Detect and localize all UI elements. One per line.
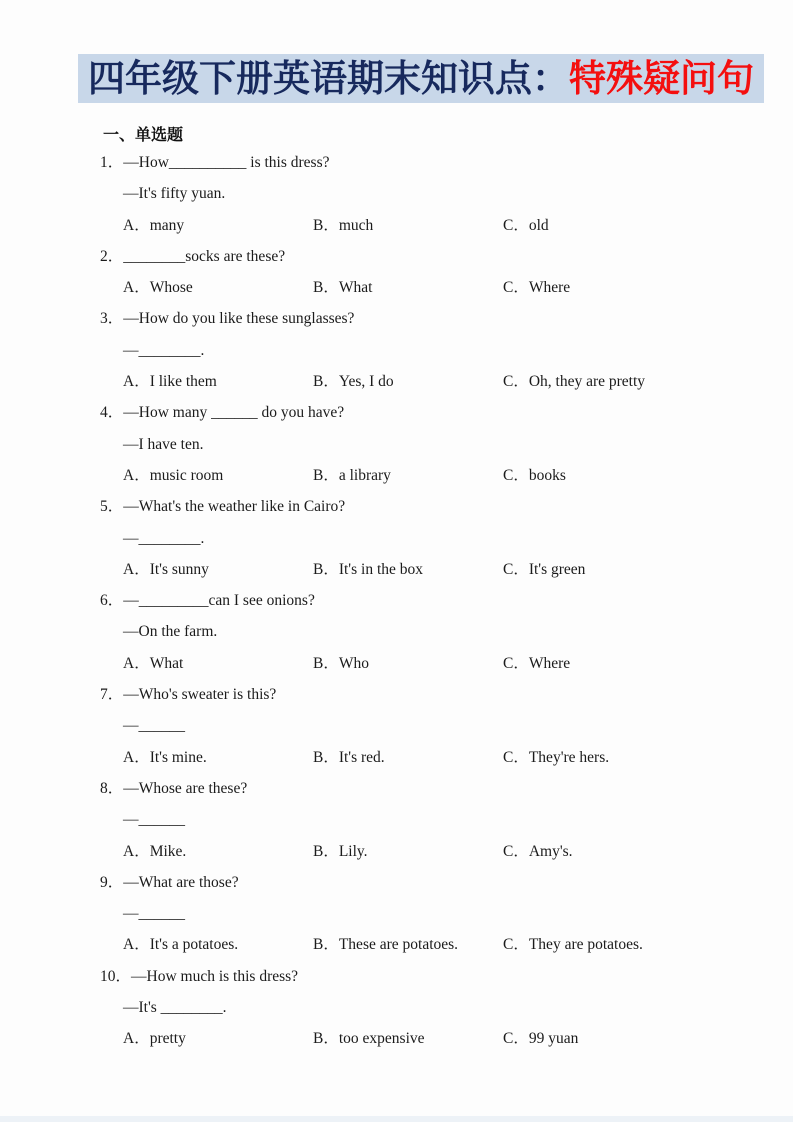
options-row: [0, 460, 793, 491]
option-c-label: C．: [503, 216, 529, 234]
option-a: [123, 554, 209, 585]
option-b-label: B．: [313, 936, 339, 954]
option-b-label: B．: [313, 560, 339, 578]
option-a: [123, 836, 186, 867]
option-c-label: C．: [503, 1030, 529, 1048]
options-row: [0, 648, 793, 679]
option-a-label: A．: [123, 373, 150, 391]
option-c: [503, 554, 585, 585]
question-text: —What are those?: [123, 873, 239, 891]
option-b: [313, 460, 391, 491]
option-a-text: I like them: [149, 373, 217, 391]
option-b-text: Lily.: [338, 842, 368, 860]
question-line: [0, 241, 793, 272]
option-b: [313, 742, 385, 773]
option-b: [313, 836, 368, 867]
option-b-text: These are potatoes.: [338, 936, 459, 954]
option-c-text: Where: [528, 279, 571, 297]
title-banner: [78, 54, 764, 103]
option-a-label: A．: [123, 1030, 150, 1048]
option-c: [503, 272, 570, 303]
question-text: —Who's sweater is this?: [123, 686, 277, 704]
option-a-text: Mike.: [149, 842, 187, 860]
option-a: [123, 460, 223, 491]
question-number: 9．: [100, 873, 124, 891]
option-a-label: A．: [123, 654, 150, 672]
option-b: [313, 366, 394, 397]
option-c-text: old: [528, 216, 549, 234]
option-b: [313, 272, 372, 303]
option-c-text: They are potatoes.: [528, 936, 643, 954]
option-c-label: C．: [503, 373, 529, 391]
question-block: [0, 241, 793, 304]
question-line: [0, 397, 793, 428]
question-text: —What's the weather like in Cairo?: [123, 498, 346, 516]
option-a-text: many: [149, 216, 185, 234]
option-a: [123, 272, 193, 303]
question-block: [0, 491, 793, 585]
option-c-text: books: [528, 466, 566, 484]
option-c-text: Amy's.: [528, 842, 573, 860]
options-row: [0, 836, 793, 867]
option-a-text: pretty: [149, 1030, 186, 1048]
option-c: [503, 836, 573, 867]
option-a-label: A．: [123, 216, 150, 234]
question-number: 8．: [100, 779, 124, 797]
option-c-label: C．: [503, 466, 529, 484]
option-a-label: A．: [123, 466, 150, 484]
option-a: [123, 742, 207, 773]
option-b-text: It's in the box: [338, 560, 424, 578]
option-b-text: too expensive: [338, 1030, 425, 1048]
option-c: [503, 1023, 578, 1054]
question-number: 4．: [100, 404, 124, 422]
option-a-label: A．: [123, 748, 150, 766]
answer-line: —______: [123, 717, 185, 735]
option-b: [313, 648, 369, 679]
option-c-label: C．: [503, 654, 529, 672]
question-block: [0, 961, 793, 1055]
question-block: [0, 773, 793, 867]
answer-line: —______: [123, 905, 185, 923]
option-b-label: B．: [313, 842, 339, 860]
question-block: [0, 585, 793, 679]
option-a-text: Whose: [149, 279, 193, 297]
option-c-text: It's green: [528, 560, 586, 578]
option-b-label: B．: [313, 466, 339, 484]
option-c: [503, 460, 566, 491]
option-b-text: Who: [338, 654, 369, 672]
question-number: 5．: [100, 498, 124, 516]
question-number: 2．: [100, 247, 124, 265]
question-block: [0, 679, 793, 773]
question-text: —How do you like these sunglasses?: [123, 310, 355, 328]
question-list: [0, 147, 793, 1055]
question-line: [0, 961, 793, 992]
option-c-text: 99 yuan: [528, 1030, 579, 1048]
option-c: [503, 929, 643, 960]
option-c-text: Where: [528, 654, 571, 672]
question-block: [0, 147, 793, 241]
option-c-text: Oh, they are pretty: [528, 373, 646, 391]
option-a-text: music room: [149, 466, 224, 484]
options-row: [0, 366, 793, 397]
question-block: [0, 397, 793, 491]
option-b-text: It's red.: [338, 748, 385, 766]
question-line: [0, 679, 793, 710]
question-text: —How__________ is this dress?: [123, 154, 330, 171]
options-row: [0, 1023, 793, 1054]
option-b: [313, 929, 458, 960]
answer-line: —________.: [123, 529, 205, 547]
option-a-text: What: [149, 654, 184, 672]
option-c-label: C．: [503, 748, 529, 766]
option-a-label: A．: [123, 936, 150, 954]
question-block: [0, 867, 793, 961]
option-c: [503, 366, 645, 397]
option-a: [123, 1023, 186, 1054]
option-b-label: B．: [313, 216, 339, 234]
option-c-label: C．: [503, 842, 529, 860]
question-text: —How many ______ do you have?: [123, 404, 345, 422]
option-a-text: It's a potatoes.: [149, 936, 239, 954]
option-c: [503, 210, 549, 241]
option-b-label: B．: [313, 279, 339, 297]
question-line: [0, 147, 793, 178]
question-text: —How much is this dress?: [131, 967, 299, 985]
options-row: [0, 210, 793, 241]
answer-line: —________.: [123, 341, 205, 359]
option-b-text: Yes, I do: [338, 373, 394, 391]
question-line: [0, 491, 793, 522]
title-highlight: 特殊疑问句: [569, 58, 754, 99]
option-a-label: A．: [123, 842, 150, 860]
question-number: 7．: [100, 686, 124, 704]
answer-line: —On the farm.: [123, 623, 218, 641]
option-a: [123, 929, 238, 960]
options-row: [0, 929, 793, 960]
option-c-text: They're hers.: [528, 748, 610, 766]
question-number: 6．: [100, 592, 124, 610]
question-text: —_________can I see onions?: [123, 592, 315, 610]
answer-line: —It's fifty yuan.: [123, 185, 226, 203]
option-b: [313, 210, 373, 241]
section-heading: 一、单选题: [103, 127, 184, 144]
question-line: [0, 303, 793, 334]
option-b-label: B．: [313, 373, 339, 391]
option-b-text: much: [338, 216, 374, 234]
bottom-strip: [0, 1116, 793, 1122]
answer-line: —It's ________.: [123, 999, 227, 1017]
option-b-label: B．: [313, 654, 339, 672]
option-b-label: B．: [313, 1030, 339, 1048]
question-number: 10．: [100, 967, 132, 985]
options-row: [0, 272, 793, 303]
option-a: [123, 210, 184, 241]
question-block: [0, 303, 793, 397]
option-c: [503, 648, 570, 679]
option-a-text: It's sunny: [149, 560, 209, 578]
option-c: [503, 742, 609, 773]
option-a: [123, 366, 217, 397]
option-c-label: C．: [503, 279, 529, 297]
title-text: 四年级下册英语期末知识点：: [88, 58, 569, 99]
answer-line: —______: [123, 811, 185, 829]
option-b-text: What: [338, 279, 373, 297]
option-c-label: C．: [503, 936, 529, 954]
question-number: 1．: [100, 154, 124, 171]
question-text: ________socks are these?: [123, 247, 286, 265]
question-line: [0, 773, 793, 804]
option-a-text: It's mine.: [149, 748, 207, 766]
option-a-label: A．: [123, 560, 150, 578]
question-text: —Whose are these?: [123, 779, 248, 797]
question-line: [0, 585, 793, 616]
option-a: [123, 648, 183, 679]
option-b-text: a library: [338, 466, 391, 484]
option-b-label: B．: [313, 748, 339, 766]
option-a-label: A．: [123, 279, 150, 297]
option-c-label: C．: [503, 560, 529, 578]
option-b: [313, 1023, 425, 1054]
options-row: [0, 554, 793, 585]
question-number: 3．: [100, 310, 124, 328]
options-row: [0, 742, 793, 773]
question-line: [0, 867, 793, 898]
answer-line: —I have ten.: [123, 435, 204, 453]
option-b: [313, 554, 423, 585]
